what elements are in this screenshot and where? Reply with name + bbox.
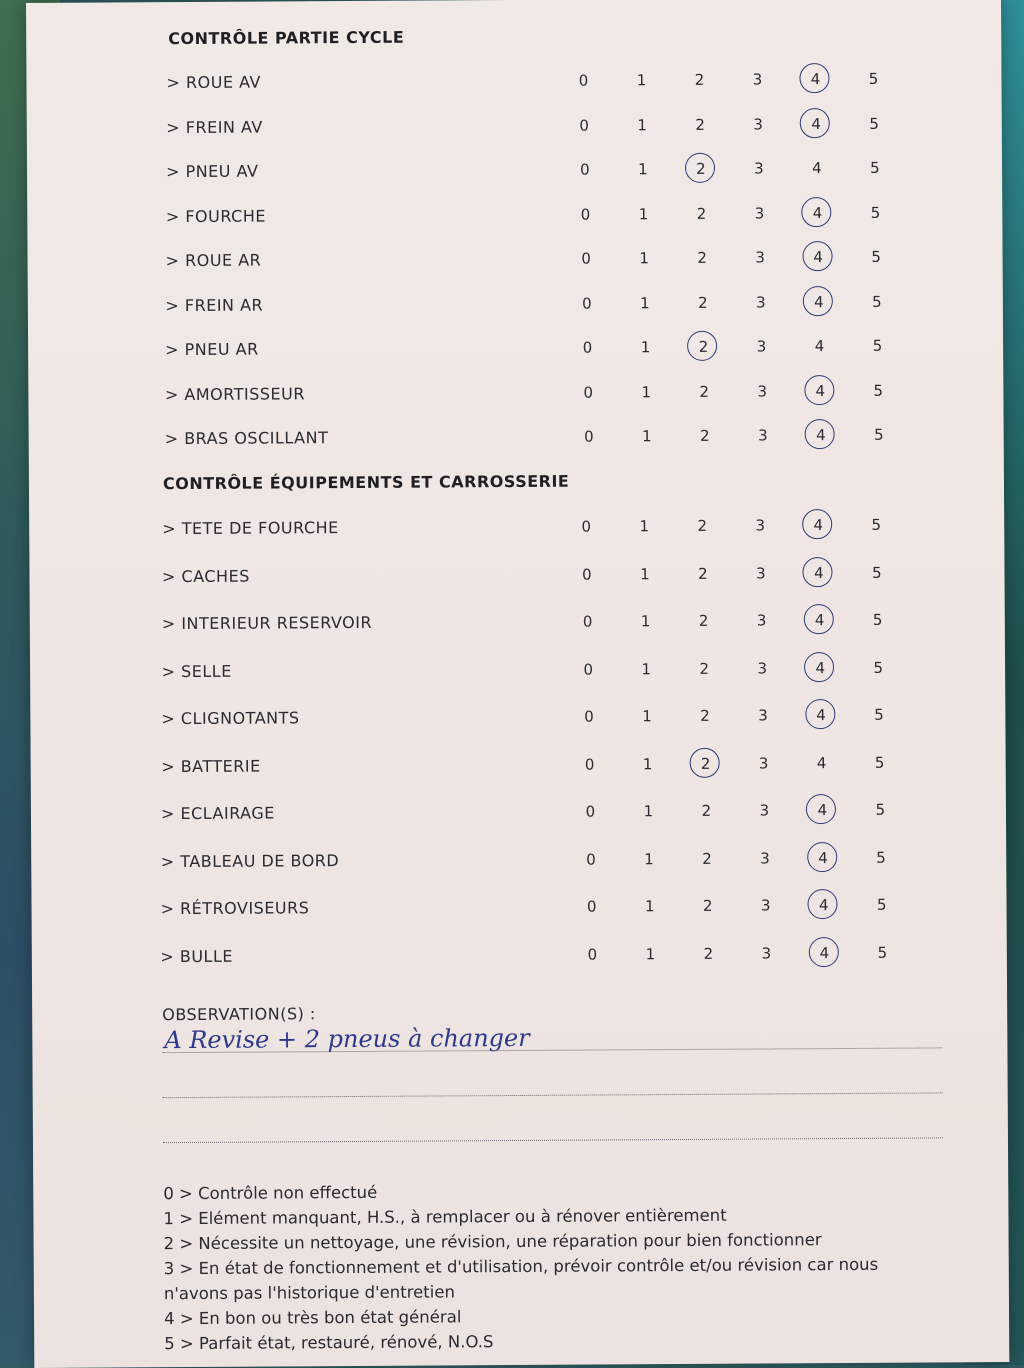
equipment-score-1[interactable]: 1 [639, 517, 650, 536]
equipment-row-3 [30, 652, 990, 688]
cycle-score-1[interactable]: 1 [639, 249, 649, 268]
cycle-score-3[interactable]: 3 [753, 159, 764, 178]
cycle-score-2[interactable]: 2 [696, 204, 707, 223]
cycle-score-4[interactable]: 4 [799, 109, 833, 139]
cycle-score-2[interactable]: 2 [695, 115, 705, 134]
cycle-row-0 [26, 63, 986, 99]
cycle-score-4[interactable]: 4 [811, 159, 822, 178]
equipment-score-0[interactable]: 0 [583, 660, 594, 679]
equipment-score-2[interactable]: 2 [699, 659, 710, 678]
legend-line-6: 5 > Parfait état, restauré, rénové, N.O.S [164, 1332, 494, 1354]
equipment-score-4[interactable]: 4 [807, 938, 841, 968]
cycle-row-label: > ROUE AV [166, 72, 262, 93]
equipment-score-1[interactable]: 1 [642, 754, 653, 773]
cycle-row-7 [28, 375, 988, 411]
legend-line-5: 4 > En bon ou très bon état général [163, 1307, 462, 1329]
cycle-row-8 [29, 419, 989, 455]
cycle-row-label: > PNEU AR [165, 339, 259, 360]
equipment-score-1[interactable]: 1 [641, 659, 652, 678]
cycle-score-0[interactable]: 0 [583, 383, 594, 402]
cycle-score-2[interactable]: 2 [698, 293, 708, 312]
cycle-row-2 [27, 152, 987, 188]
equipment-score-2[interactable]: 2 [689, 748, 723, 778]
equipment-score-2[interactable]: 2 [703, 944, 714, 963]
equipment-score-2[interactable]: 2 [701, 801, 712, 820]
equipment-score-1[interactable]: 1 [642, 707, 652, 726]
cycle-score-5[interactable]: 5 [873, 381, 884, 400]
equipment-row-label: > ECLAIRAGE [160, 803, 275, 824]
cycle-score-2[interactable]: 2 [684, 154, 718, 184]
equipment-score-3[interactable]: 3 [760, 896, 771, 915]
equipment-row-6 [31, 794, 991, 830]
equipment-score-5[interactable]: 5 [874, 705, 884, 724]
cycle-score-1[interactable]: 1 [638, 204, 649, 223]
cycle-row-6 [28, 330, 988, 366]
equipment-score-3[interactable]: 3 [760, 848, 770, 868]
cycle-score-5[interactable]: 5 [869, 158, 880, 177]
equipment-score-0[interactable]: 0 [586, 897, 597, 916]
cycle-score-2[interactable]: 2 [700, 426, 710, 445]
equipment-score-2[interactable]: 2 [698, 611, 709, 630]
equipment-row-label: > CACHES [161, 566, 250, 586]
equipment-row-7 [31, 842, 991, 878]
equipment-row-0 [29, 509, 989, 545]
cycle-score-5[interactable]: 5 [868, 69, 879, 88]
cycle-row-label: > FOURCHE [165, 206, 267, 226]
equipment-score-2[interactable]: 2 [698, 564, 708, 583]
equipment-score-0[interactable]: 0 [585, 802, 596, 821]
cycle-row-label: > BRAS OSCILLANT [164, 428, 329, 449]
equipment-row-label: > TETE DE FOURCHE [162, 518, 339, 539]
cycle-score-1[interactable]: 1 [637, 160, 648, 179]
equipment-row-8 [31, 889, 991, 925]
equipment-score-3[interactable]: 3 [756, 563, 766, 583]
equipment-score-1[interactable]: 1 [640, 612, 651, 631]
cycle-score-3[interactable]: 3 [756, 292, 766, 312]
cycle-score-0[interactable]: 0 [579, 160, 590, 179]
cycle-score-3[interactable]: 3 [755, 248, 765, 267]
cycle-score-4[interactable]: 4 [802, 287, 836, 317]
cycle-score-0[interactable]: 0 [580, 205, 591, 224]
equipment-score-2[interactable]: 2 [697, 516, 708, 535]
equipment-row-label: > INTERIEUR RESERVOIR [161, 612, 373, 634]
equipment-score-4[interactable]: 4 [816, 753, 827, 772]
equipment-score-2[interactable]: 2 [700, 706, 710, 725]
cycle-score-1[interactable]: 1 [637, 115, 647, 134]
equipment-score-3[interactable]: 3 [759, 801, 770, 820]
cycle-score-4[interactable]: 4 [804, 420, 838, 450]
equipment-score-2[interactable]: 2 [702, 896, 713, 915]
cycle-score-4[interactable]: 4 [801, 242, 835, 272]
cycle-score-5[interactable]: 5 [870, 203, 881, 222]
equipment-score-0[interactable]: 0 [581, 517, 592, 536]
equipment-score-1[interactable]: 1 [640, 564, 650, 583]
equipment-score-0[interactable]: 0 [587, 945, 598, 964]
cycle-score-5[interactable]: 5 [874, 425, 884, 444]
cycle-score-4[interactable]: 4 [803, 376, 837, 406]
equipment-row-2 [30, 604, 990, 640]
legend-line-4: n'avons pas l'historique d'entretien [163, 1282, 455, 1304]
cycle-score-0[interactable]: 0 [582, 294, 592, 313]
equipment-row-label: > TABLEAU DE BORD [160, 850, 340, 871]
cycle-score-3[interactable]: 3 [756, 337, 767, 356]
equipment-row-label: > BULLE [160, 946, 234, 966]
equipment-score-5[interactable]: 5 [876, 895, 887, 914]
equipment-score-2[interactable]: 2 [702, 849, 712, 868]
equipment-score-3[interactable]: 3 [755, 516, 766, 535]
cycle-score-3[interactable]: 3 [757, 381, 768, 401]
equipment-score-0[interactable]: 0 [584, 755, 595, 774]
equipment-score-0[interactable]: 0 [586, 850, 596, 869]
cycle-score-5[interactable]: 5 [869, 114, 879, 133]
equipment-score-5[interactable]: 5 [874, 753, 885, 772]
cycle-score-0[interactable]: 0 [582, 338, 593, 357]
equipment-score-4[interactable]: 4 [804, 700, 838, 730]
equipment-row-9 [32, 937, 992, 973]
equipment-score-5[interactable]: 5 [875, 800, 886, 819]
equipment-score-5[interactable]: 5 [877, 943, 888, 962]
equipment-row-label: > BATTERIE [161, 756, 261, 776]
equipment-row-label: > CLIGNOTANTS [161, 708, 300, 729]
equipment-row-1 [29, 557, 989, 593]
cycle-score-0[interactable]: 0 [578, 71, 589, 90]
observation-line-3 [163, 1137, 943, 1143]
equipment-score-3[interactable]: 3 [761, 943, 772, 963]
cycle-score-2[interactable]: 2 [694, 70, 705, 89]
cycle-score-4[interactable]: 4 [814, 337, 825, 356]
cycle-score-5[interactable]: 5 [872, 292, 882, 311]
observations-label: OBSERVATION(S) : [162, 1004, 316, 1025]
cycle-score-2[interactable]: 2 [699, 382, 710, 401]
cycle-score-3[interactable]: 3 [752, 70, 763, 89]
section-title-cycle: CONTRÔLE PARTIE CYCLE [168, 27, 405, 49]
equipment-score-3[interactable]: 3 [756, 611, 767, 630]
equipment-score-5[interactable]: 5 [876, 848, 886, 867]
cycle-score-5[interactable]: 5 [871, 247, 881, 266]
equipment-score-3[interactable]: 3 [758, 753, 769, 773]
cycle-score-3[interactable]: 3 [754, 203, 765, 223]
equipment-score-4[interactable]: 4 [806, 843, 840, 873]
cycle-score-5[interactable]: 5 [872, 336, 883, 355]
legend-line-3: 3 > En état de fonctionnement et d'utilisation, prévoir contrôle et/ou révision car nous [163, 1254, 879, 1279]
equipment-score-0[interactable]: 0 [582, 612, 593, 631]
equipment-score-5[interactable]: 5 [871, 515, 882, 534]
cycle-row-5 [28, 286, 988, 322]
cycle-row-label: > ROUE AR [165, 250, 262, 271]
equipment-score-4[interactable]: 4 [801, 510, 835, 540]
equipment-score-4[interactable]: 4 [807, 890, 841, 920]
cycle-row-3 [27, 197, 987, 233]
cycle-row-1 [27, 108, 987, 144]
cycle-score-0[interactable]: 0 [579, 116, 589, 135]
equipment-row-5 [31, 747, 991, 783]
cycle-row-label: > PNEU AV [165, 161, 259, 182]
inspection-sheet [26, 0, 1009, 1368]
equipment-score-3[interactable]: 3 [758, 706, 768, 725]
cycle-row-label: > AMORTISSEUR [164, 383, 305, 404]
equipment-score-5[interactable]: 5 [872, 563, 882, 582]
equipment-score-5[interactable]: 5 [872, 610, 883, 629]
cycle-score-1[interactable]: 1 [640, 293, 650, 312]
equipment-score-1[interactable]: 1 [645, 944, 656, 963]
equipment-score-1[interactable]: 1 [644, 897, 655, 916]
equipment-score-4[interactable]: 4 [802, 605, 836, 635]
equipment-score-1[interactable]: 1 [644, 849, 654, 868]
equipment-score-4[interactable]: 4 [803, 653, 837, 683]
cycle-score-4[interactable]: 4 [798, 64, 832, 94]
cycle-row-label: > FREIN AV [166, 117, 263, 137]
cycle-score-0[interactable]: 0 [581, 249, 591, 268]
equipment-row-label: > SELLE [161, 661, 232, 681]
cycle-score-2[interactable]: 2 [686, 332, 720, 362]
cycle-score-1[interactable]: 1 [636, 71, 647, 90]
cycle-score-1[interactable]: 1 [641, 382, 652, 401]
equipment-score-4[interactable]: 4 [802, 558, 836, 588]
cycle-score-3[interactable]: 3 [758, 426, 768, 445]
cycle-score-2[interactable]: 2 [697, 248, 707, 267]
observation-line-2 [163, 1092, 943, 1098]
equipment-score-0[interactable]: 0 [584, 707, 594, 726]
legend-line-2: 2 > Nécessite un nettoyage, une révision, une réparation pour bien fonctionner [163, 1230, 822, 1254]
cycle-row-label: > FREIN AR [165, 295, 264, 315]
equipment-score-5[interactable]: 5 [873, 658, 884, 677]
cycle-score-1[interactable]: 1 [640, 338, 651, 357]
equipment-row-4 [30, 699, 990, 735]
equipment-score-1[interactable]: 1 [643, 802, 654, 821]
cycle-score-3[interactable]: 3 [753, 114, 763, 134]
cycle-score-0[interactable]: 0 [584, 427, 594, 446]
cycle-row-4 [27, 241, 987, 277]
cycle-score-1[interactable]: 1 [642, 427, 652, 446]
legend-line-1: 1 > Elément manquant, H.S., à remplacer ou à rénover entièrement [163, 1205, 727, 1229]
equipment-score-3[interactable]: 3 [757, 658, 768, 678]
equipment-row-label: > RÉTROVISEURS [160, 898, 310, 919]
equipment-score-4[interactable]: 4 [805, 795, 839, 825]
legend-line-0: 0 > Contrôle non effectué [163, 1182, 378, 1204]
cycle-score-4[interactable]: 4 [800, 198, 834, 228]
observations-handwritten: A Revise + 2 pneus à changer [164, 1023, 530, 1055]
section-title-equipment: CONTRÔLE ÉQUIPEMENTS ET CARROSSERIE [162, 471, 570, 494]
equipment-score-0[interactable]: 0 [582, 565, 592, 584]
